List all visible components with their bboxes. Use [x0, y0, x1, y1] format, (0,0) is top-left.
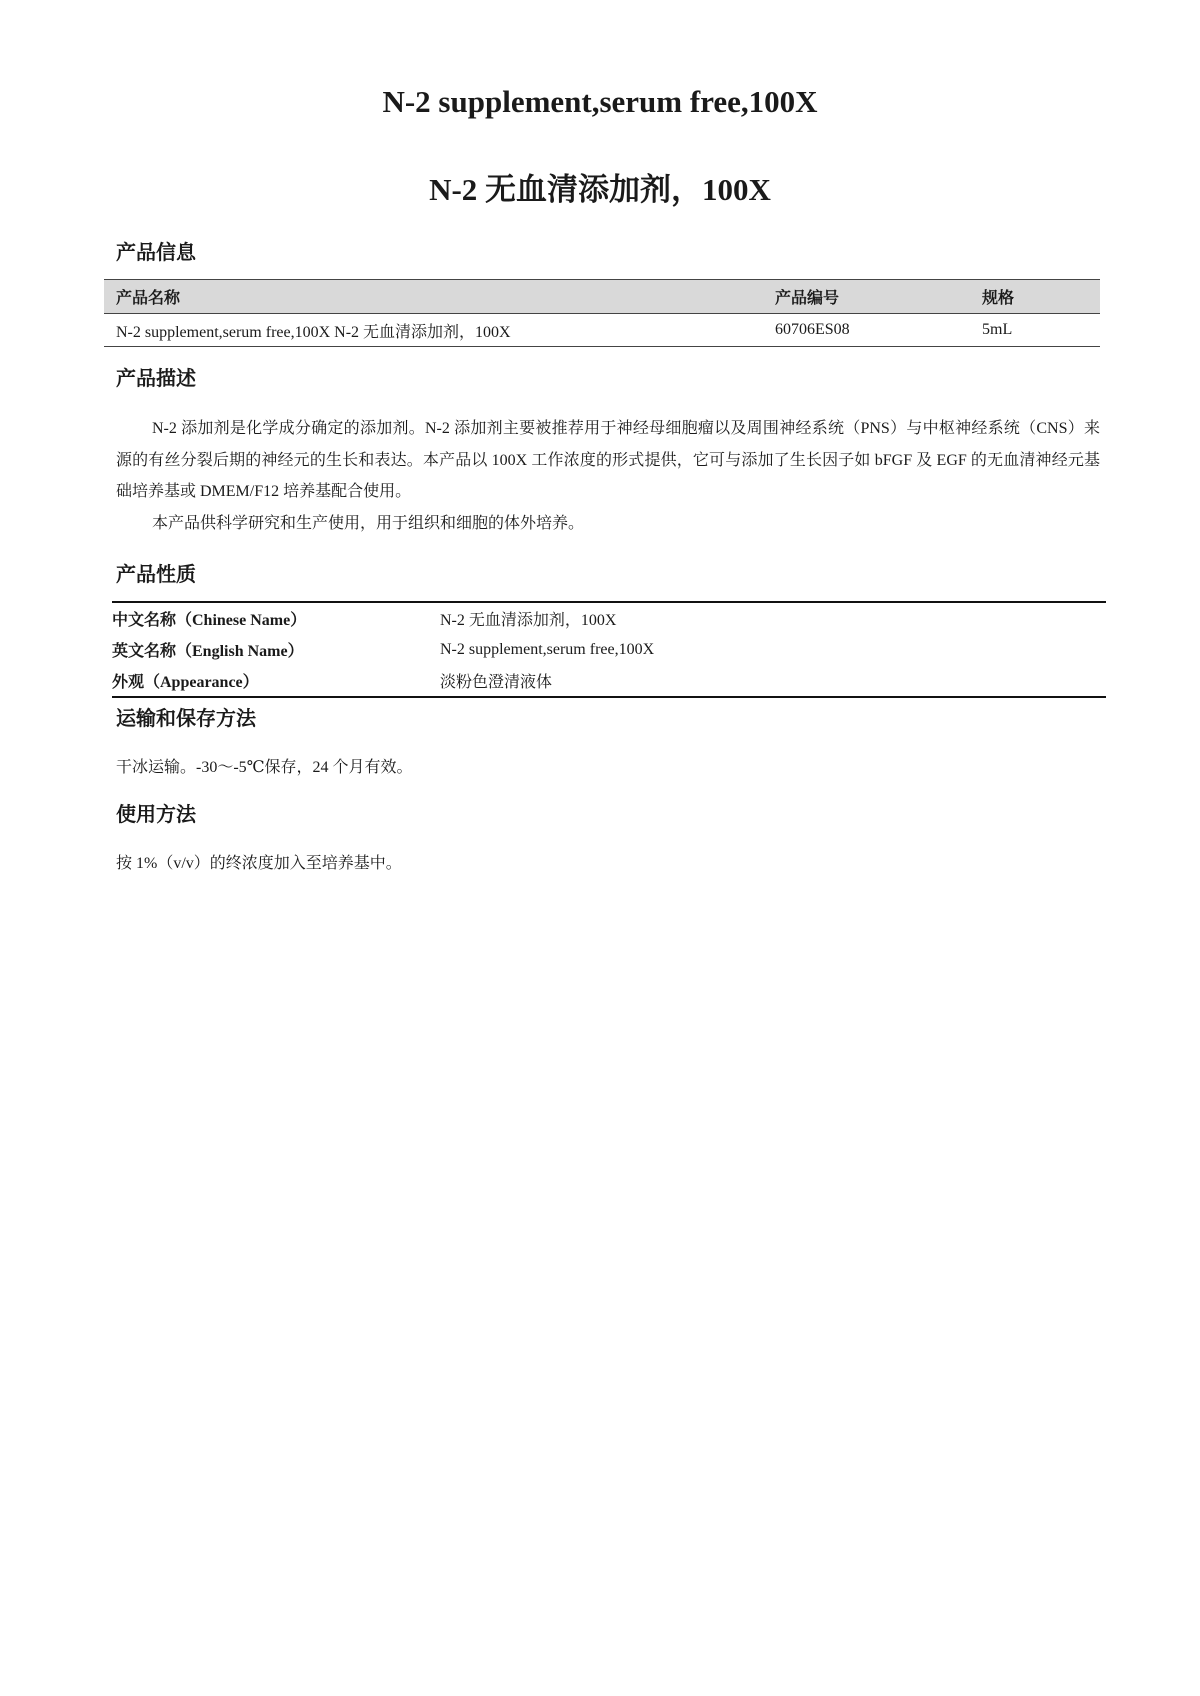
cell-size: 5mL — [970, 314, 1100, 347]
cell-product-name: N-2 supplement,serum free,100X N-2 无血清添加剂，100X — [104, 314, 763, 347]
property-key: 中文名称（Chinese Name） — [112, 612, 307, 629]
section-heading-storage: 运输和保存方法 — [116, 708, 256, 730]
title-chinese: N-2 无血清添加剂，100X — [429, 172, 771, 207]
property-key: 英文名称（English Name） — [112, 643, 304, 660]
storage-text: 干冰运输。-30～-5℃保存，24 个月有效。 — [116, 759, 413, 776]
cell-product-code: 60706ES08 — [763, 314, 970, 347]
property-value: N-2 supplement,serum free,100X — [440, 640, 655, 658]
description-paragraph-2: 本产品供科学研究和生产使用，用于组织和细胞的体外培养。 — [152, 515, 585, 532]
table-row — [112, 634, 1106, 665]
section-heading-properties: 产品性质 — [116, 564, 196, 586]
header-product-name: 产品名称 — [104, 280, 763, 314]
table-row — [104, 314, 1100, 347]
table-header-row — [104, 280, 1100, 314]
header-size: 规格 — [970, 280, 1100, 314]
section-heading-usage: 使用方法 — [116, 804, 196, 826]
product-info-table — [104, 279, 1100, 347]
property-value: 淡粉色澄清液体 — [440, 674, 553, 691]
header-product-code: 产品编号 — [763, 280, 970, 314]
property-value: N-2 无血清添加剂，100X — [440, 612, 617, 629]
section-heading-description: 产品描述 — [116, 368, 196, 390]
title-english: N-2 supplement,serum free,100X — [382, 84, 818, 119]
property-key: 外观（Appearance） — [112, 674, 259, 691]
section-heading-product-info: 产品信息 — [116, 242, 196, 264]
description-paragraph-1: N-2 添加剂是化学成分确定的添加剂。N-2 添加剂主要被推荐用于神经母细胞瘤以及周围神经系统（PNS）与中枢神经系统（CNS）来源的有丝分裂后期的神经元的生长和表达。本产品以 100X 工作浓度的形式提供，它可与添加了生长因子如 bFGF 及 EGF 的无血清神经元基础培养基或 DMEM/F12 培养基配合使用。 — [116, 420, 1100, 500]
table-row — [112, 665, 1106, 697]
usage-text: 按 1%（v/v）的终浓度加入至培养基中。 — [116, 855, 402, 872]
properties-table — [112, 601, 1106, 698]
table-row — [112, 602, 1106, 634]
